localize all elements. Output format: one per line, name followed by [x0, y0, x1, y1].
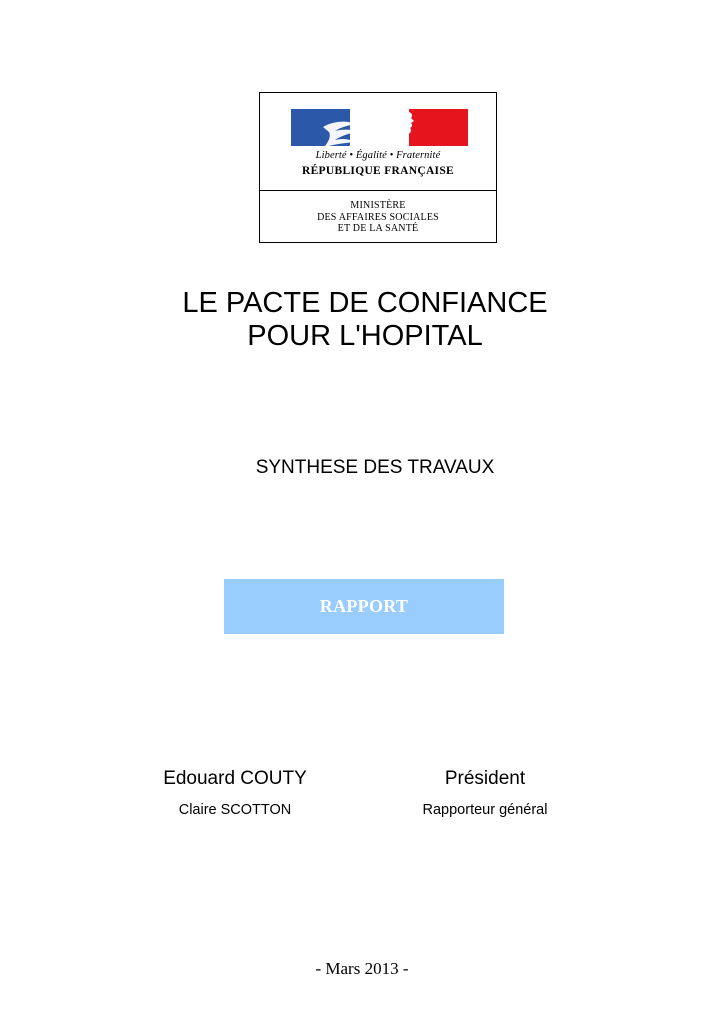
report-banner: [224, 579, 504, 634]
ministry-name: [260, 200, 496, 235]
logo-divider: [260, 190, 496, 191]
republic-motto: Liberté • Égalité • Fraternité: [315, 150, 441, 161]
ministry-line-3: ET DE LA SANTÉ: [337, 223, 419, 234]
rapporteur-role: Rapporteur général: [422, 802, 548, 818]
report-label: RAPPORT: [319, 596, 409, 616]
president-role: Président: [444, 768, 526, 789]
ministry-line-2: DES AFFAIRES SOCIALES: [317, 211, 439, 223]
rapporteur-name: Claire SCOTTON: [178, 802, 292, 818]
republic-name: RÉPUBLIQUE FRANÇAISE: [301, 165, 454, 177]
document-subtitle: SYNTHESE DES TRAVAUX: [255, 457, 495, 478]
document-title: [140, 287, 590, 353]
publication-date: - Mars 2013 -: [315, 959, 409, 978]
document-title-line-2: POUR L'HOPITAL: [247, 320, 483, 352]
president-name: Edouard COUTY: [163, 768, 307, 789]
ministry-logo: [259, 92, 497, 243]
ministry-line-1: MINISTÈRE: [350, 200, 406, 211]
document-title-line-1: LE PACTE DE CONFIANCE: [182, 287, 548, 319]
marianne-flag-icon: [291, 109, 468, 146]
